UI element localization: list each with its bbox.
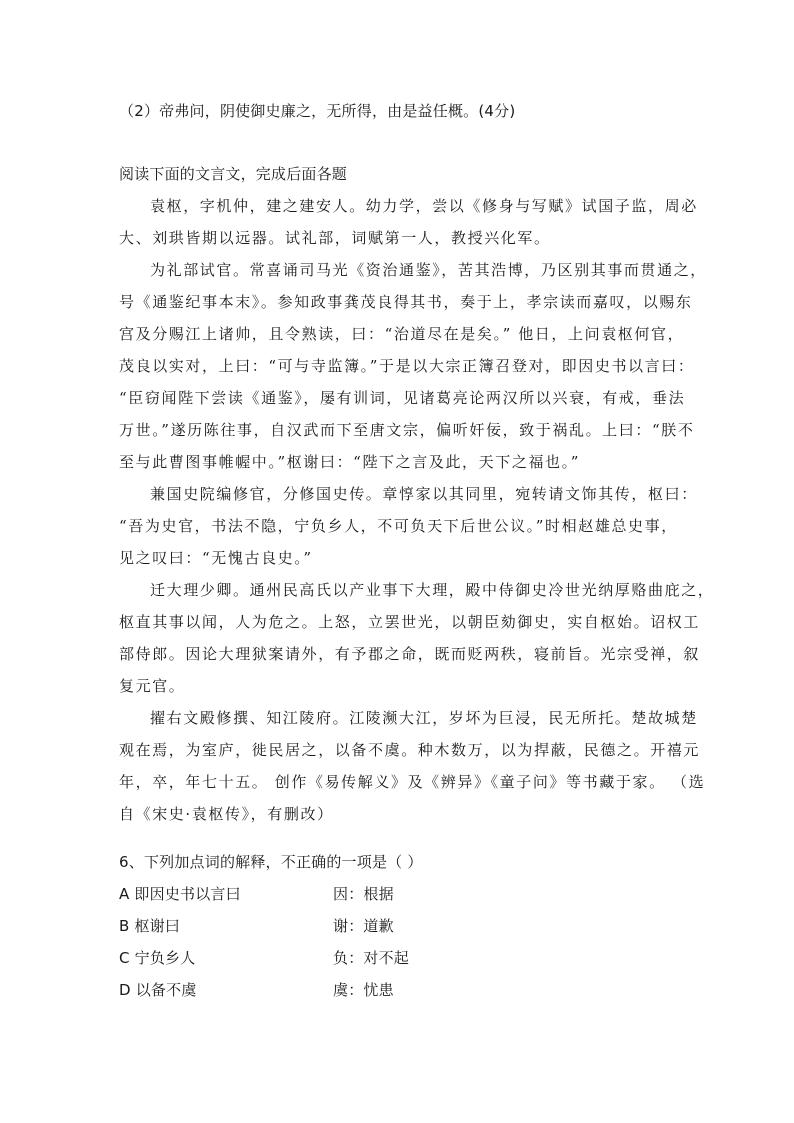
option-b-answer: 谢：道歉 — [333, 917, 394, 935]
option-text: B 枢谢曰 — [119, 917, 181, 935]
option-c — [119, 948, 195, 968]
passage-line: 枢直其事以闻，人为危之。上怒，立罢世光，以朝臣劾御史，实自枢始。诏权工 — [119, 613, 701, 631]
option-text: A 即因史书以言曰 — [119, 885, 241, 903]
option-b — [119, 916, 180, 936]
passage-line: 观在焉，为室庐，徙民居之，以备不虞。种木数万，以为捍蔽，民德之。开禧元 — [119, 741, 701, 759]
passage-line: 为礼部试官。常喜诵司马光《资治通鉴》，苦其浩博，乃区别其事而贯通之， — [150, 261, 707, 279]
passage-line: 自《宋史·袁枢传》，有删改） — [119, 805, 334, 823]
passage-line: “吾为史官，书法不隐，宁负乡人，不可负天下后世公议。”时相赵雄总史事， — [119, 517, 678, 535]
passage-line: 年，卒，年七十五。 创作《易传解义》及《辨异》《童子问》等书藏于家。 （选 — [119, 773, 706, 791]
passage-line: 复元官。 — [119, 677, 186, 695]
option-a — [119, 884, 241, 904]
question-6-stem: 6、下列加点词的解释，不正确的一项是（ ） — [119, 853, 423, 871]
passage-line: 号《通鉴纪事本末》。参知政事龚茂良得其书，奏于上，孝宗读而嘉叹，以赐东 — [119, 293, 693, 311]
passage-line: 擢右文殿修撰、知江陵府。江陵濒大江，岁坏为巨浸，民无所托。楚故城楚 — [150, 709, 698, 727]
passage-line: 迁大理少卿。通州民高氏以产业事下大理，殿中侍御史冷世光纳厚赂曲庇之， — [150, 581, 715, 599]
passage-line: 袁枢，字机仲，建之建安人。幼力学，尝以《修身与写赋》试国子监，周必 — [150, 197, 698, 215]
passage-line: 宫及分赐江上诸帅，且令熟读，曰：“治道尽在是矣。” 他日，上问袁枢何官， — [119, 325, 685, 343]
option-d — [119, 980, 197, 1000]
option-a-answer: 因：根据 — [333, 885, 394, 903]
passage-line: 部侍郎。因论大理狱案请外，有予郡之命，既而贬两秩，寝前旨。光宗受禅，叙 — [119, 645, 701, 663]
passage-line: “臣窃闻陛下尝读《通鉴》，屡有训词，见诸葛亮论两汉所以兴衰，有戒，垂法 — [119, 389, 686, 407]
passage-line: 兼国史院编修官，分修国史传。章惇家以其同里，宛转请文饰其传，枢曰： — [150, 485, 698, 503]
passage-line: 茂良以实对，上曰：“可与寺监簿。”于是以大宗正簿召登对，即因史书以言曰： — [119, 357, 695, 375]
option-c-answer: 负：对不起 — [333, 949, 410, 967]
option-text: D 以备不虞 — [119, 981, 197, 999]
passage-line: 大、刘珙皆期以远器。试礼部，词赋第一人，教授兴化军。 — [119, 229, 551, 247]
passage-line: 见之叹曰：“无愧古良史。” — [119, 549, 313, 567]
passage-line: 至与此曹图事帷幄中。”枢谢曰：“陛下之言及此，天下之福也。” — [119, 453, 581, 471]
passage-line: 万世。”遂历陈往事，自汉武而下至唐文宗，偏听奸佞，致于祸乱。上曰：“朕不 — [119, 421, 695, 439]
option-d-answer: 虞：忧患 — [333, 981, 394, 999]
question-2-text: （2）帝弗问，阴使御史廉之，无所得，由是益任概。(4分) — [119, 102, 516, 120]
option-text: C 宁负乡人 — [119, 949, 196, 967]
reading-instruction: 阅读下面的文言文，完成后面各题 — [119, 165, 348, 183]
